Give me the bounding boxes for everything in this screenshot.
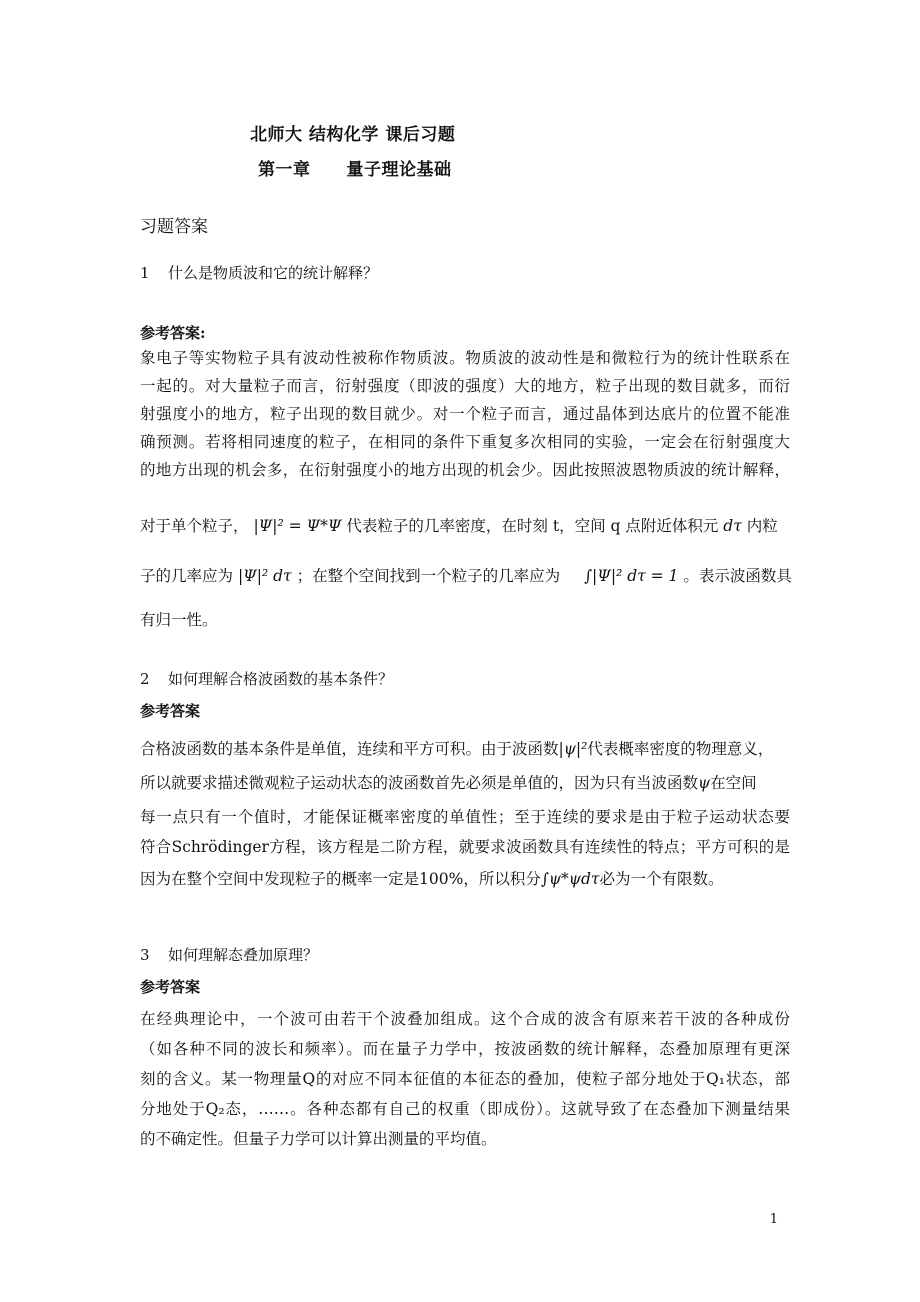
question-text: 什么是物质波和它的统计解释？	[168, 264, 379, 282]
page-number: 1	[769, 1212, 778, 1227]
answer-line: 一起的。对大量粒子而言，衍射强度（即波的强度）大的地方，粒子出现的数目就多，而衍	[140, 377, 790, 395]
answer-text: 合格波函数的基本条件是单值，连续和平方可积。由于波函数	[140, 740, 559, 758]
question-number: 3	[140, 946, 150, 964]
answer-line: 分地处于Q₂态，……。各种态都有自己的权重（即成份）。这就导致了在态叠加下测量结果	[140, 1100, 790, 1118]
answer-2-body	[140, 732, 790, 896]
question-3	[140, 944, 318, 965]
question-2	[140, 668, 393, 689]
answer-label: 参考答案:	[140, 324, 206, 342]
answer-text: 内粒	[746, 517, 778, 535]
normalization-formula: ∫|Ψ|² dτ = 1	[583, 567, 679, 585]
answer-line: （如各种不同的波长和频率）。而在量子力学中，按波函数的统计解释，态叠加原理有更深	[140, 1040, 790, 1058]
answer-3-body	[140, 1004, 790, 1154]
psi-squared-formula: |ψ|²	[558, 740, 588, 758]
answer-line: 象电子等实物粒子具有波动性被称作物质波。物质波的波动性是和微粒行为的统计性联系在	[140, 349, 790, 367]
answer-text: 。表示波函数具	[683, 567, 792, 585]
psi-symbol: ψ	[698, 774, 711, 792]
probability-density-formula: |Ψ|² = Ψ*Ψ	[253, 517, 342, 535]
answer-1-math-line-b	[140, 560, 790, 592]
answer-line: 有归一性。	[140, 611, 218, 629]
answer-text: 代表粒子的几率密度，在时刻 t，空间 q 点附近体积元	[346, 517, 719, 535]
answer-line: 射强度小的地方，粒子出现的数目就少。对一个粒子而言，通过晶体到达底片的位置不能准	[140, 405, 790, 423]
probability-formula: |Ψ|² dτ	[237, 567, 292, 585]
answer-1-body	[140, 344, 790, 484]
chapter-title: 量子理论基础	[346, 160, 452, 180]
answer-text: 子的几率应为	[140, 567, 234, 585]
answer-text: 因为在整个空间中发现粒子的概率一定是100%，所以积分	[140, 870, 541, 888]
document-title: 北师大 结构化学 课后习题	[250, 125, 456, 145]
section-title: 习题答案	[140, 217, 208, 237]
answer-text: 所以就要求描述微观粒子运动状态的波函数首先必须是单值的，因为只有当波函数	[140, 774, 699, 792]
question-text: 如何理解态叠加原理？	[168, 946, 319, 964]
answer-line: 确预测。若将相同速度的粒子，在相同的条件下重复多次相同的实验，一定会在衍射强度大	[140, 433, 790, 451]
answer-line: 的地方出现的机会多，在衍射强度小的地方出现的机会少。因此按照波恩物质波的统计解释，	[140, 461, 790, 479]
question-number: 2	[140, 670, 150, 688]
volume-element-formula: dτ	[723, 517, 742, 535]
answer-line: 刻的含义。某一物理量Q的对应不同本征值的本征态的叠加，使粒子部分地处于Q₁状态，部	[140, 1070, 790, 1088]
answer-line: 在经典理论中，一个波可由若干个波叠加组成。这个合成的波含有原来若干波的各种成份	[140, 1010, 790, 1028]
answer-text: ；在整个空间找到一个粒子的几率应为	[296, 567, 561, 585]
answer-line: 每一点只有一个值时，才能保证概率密度的单值性；至于连续的要求是由于粒子运动状态要	[140, 808, 790, 826]
answer-text: 代表概率密度的物理意义，	[587, 740, 774, 758]
chapter-heading	[258, 155, 452, 180]
answer-line: 符合Schrödinger方程，该方程是二阶方程，就要求波函数具有连续性的特点；平方可积的是	[140, 838, 790, 856]
answer-text: 对于单个粒子，	[140, 517, 249, 535]
chapter-number: 第一章	[258, 160, 311, 180]
answer-text: 必为一个有限数。	[599, 870, 724, 888]
question-text: 如何理解合格波函数的基本条件？	[168, 670, 394, 688]
question-number: 1	[140, 264, 150, 282]
answer-label: 参考答案	[140, 702, 201, 720]
answer-1-math-line-a	[140, 510, 790, 542]
answer-text: 在空间	[710, 774, 757, 792]
answer-line: 的不确定性。但量子力学可以计算出测量的平均值。	[140, 1130, 497, 1148]
integral-formula: ∫ψ*ψdτ	[540, 870, 600, 888]
question-1	[140, 262, 378, 283]
answer-label: 参考答案	[140, 978, 201, 996]
answer-1-last-line	[140, 606, 790, 634]
